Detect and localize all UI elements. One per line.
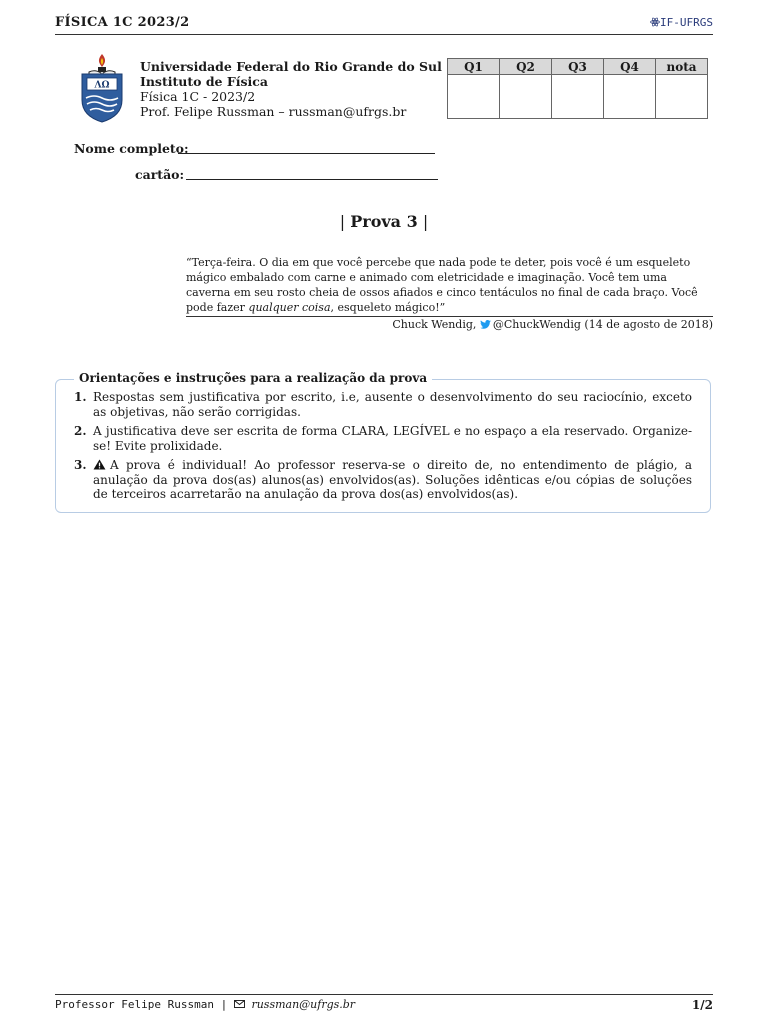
institute-name: Instituto de Física [140, 74, 268, 89]
institution-block [140, 59, 442, 119]
footer-author: Professor Felipe Russman [55, 998, 214, 1011]
header-course: FÍSICA 1C 2023/2 [55, 15, 190, 30]
quote-emphasis: qualquer coisa [248, 301, 331, 314]
warning-icon [93, 459, 106, 470]
header-rule [55, 34, 713, 35]
quote-source [392, 318, 713, 331]
quote-date: (14 de agosto de 2018) [580, 318, 713, 331]
instructions-list [74, 390, 692, 507]
exam-title-text: Prova 3 [350, 212, 418, 231]
name-field-line[interactable] [178, 153, 435, 154]
university-name: Universidade Federal do Rio Grande do Sul [140, 59, 442, 74]
grade-cell-q4[interactable] [604, 75, 656, 119]
quote-handle[interactable]: @ChuckWendig [492, 318, 581, 331]
atom-icon [650, 17, 660, 27]
header-institute-tag [650, 16, 713, 29]
card-field-label: cartão: [135, 167, 185, 182]
quote-author: Chuck Wendig, [392, 318, 480, 331]
grade-header-nota: nota [656, 59, 708, 75]
name-field-label: Nome completo: [74, 141, 189, 156]
list-item: 2. A justificativa deve ser escrita de forma CLARA, LEGÍVEL e no espaço a ela reservado. Organize-se! Evite prolixidade. [74, 424, 692, 453]
page-number: 1/2 [691, 998, 713, 1012]
grade-header-q3: Q3 [552, 59, 604, 75]
logo-letters: ΛΩ [94, 80, 110, 91]
footer-email[interactable]: russman@ufrgs.br [251, 998, 356, 1011]
grade-header-q1: Q1 [448, 59, 500, 75]
instructions-title: Orientações e instruções para a realização da prova [74, 371, 432, 385]
list-item: 1. Respostas sem justificativa por escrito, i.e, ausente o desenvolvimento do seu raciocínio, exceto as objetivas, não serão corrigidas. [74, 390, 692, 419]
envelope-icon [234, 1000, 245, 1008]
exam-title: | Prova 3 | [339, 212, 429, 231]
quote-rule [186, 316, 713, 317]
footer-credits: Professor Felipe Russman | russman@ufrgs.br [55, 998, 356, 1011]
list-item: 3. A prova é individual! Ao professor reserva-se o direito de, no entendimento de plágio, a anulação da prova dos(as) alunos(as) envolvidos(as). Soluções idênticas e/ou cópias de soluções de terceiros acarretarão na anulação da prova dos(as) envolvidos(as). [74, 458, 692, 501]
course-line: Física 1C - 2023/2 [140, 89, 256, 104]
grade-cell-q2[interactable] [500, 75, 552, 119]
twitter-icon [480, 320, 491, 329]
grade-cell-q1[interactable] [448, 75, 500, 119]
institute-tag-text: IF-UFRGS [660, 16, 713, 29]
grade-header-q2: Q2 [500, 59, 552, 75]
grade-header-q4: Q4 [604, 59, 656, 75]
professor-line: Prof. Felipe Russman – russman@ufrgs.br [140, 104, 407, 119]
grade-cell-nota[interactable] [656, 75, 708, 119]
grade-cell-q3[interactable] [552, 75, 604, 119]
card-field-line[interactable] [186, 179, 438, 180]
epigraph-quote: “Terça-feira. O dia em que você percebe que nada pode te deter, pois você é um esqueleto mágico embalado com carne e animado com eletricidade e imaginação. Você tem uma caverna em seu rosto cheia de ossos afiados e cinco tentáculos no final de cada braço. Você pode fazer qualquer coisa, esqueleto mágico!” [186, 256, 698, 314]
ufrgs-logo [79, 52, 125, 124]
grades-table [447, 58, 708, 119]
footer-rule [55, 994, 713, 995]
